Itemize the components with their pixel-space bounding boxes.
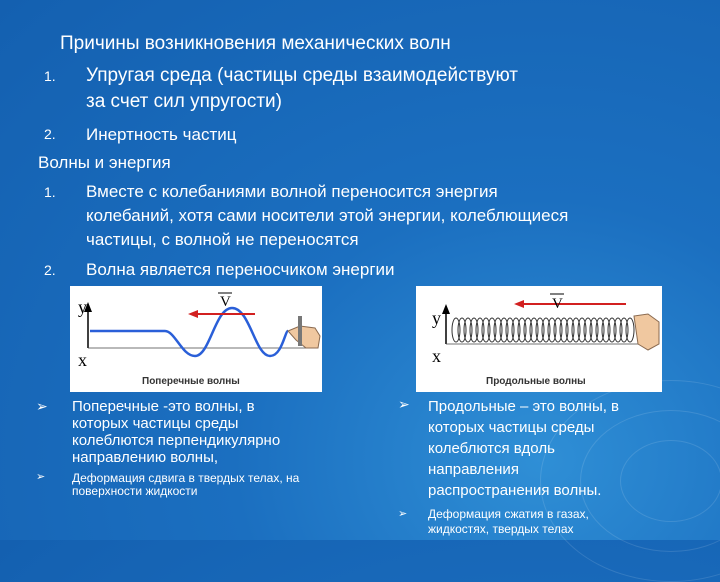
velocity-label: V — [220, 294, 231, 310]
bullet-text: Поперечные -это волны, в — [72, 398, 255, 415]
transverse-wave-figure — [70, 286, 322, 392]
velocity-label: V — [552, 296, 563, 312]
list-number: 2. — [44, 262, 56, 278]
energy-text: Вместе с колебаниями волной переносится энергия — [86, 182, 498, 201]
bullet-text: колеблются перпендикулярно — [72, 432, 281, 449]
list-number: 1. — [44, 68, 56, 84]
longitudinal-wave-figure — [416, 286, 662, 392]
figure-caption: Продольные волны — [486, 376, 586, 387]
x-axis-label: x — [432, 346, 441, 366]
bullet-text: поверхности жидкости — [72, 484, 198, 498]
slide-title: Причины возникновения механических волн — [60, 33, 451, 54]
bullet-text: Деформация сдвига в твердых телах, на — [72, 471, 300, 485]
bullet-text: которых частицы среды — [428, 419, 595, 436]
section-heading: Волны и энергия — [38, 153, 171, 172]
bullet-text: Продольные – это волны, в — [428, 398, 620, 415]
hand-icon — [634, 314, 659, 350]
cause-text: Упругая среда (частицы среды взаимодействуют — [86, 65, 518, 86]
y-axis-label: y — [432, 308, 441, 328]
arrow-bullet-icon: ➢ — [398, 396, 410, 412]
bullet-text: направлению волны, — [72, 449, 219, 466]
wave-curve — [90, 308, 288, 356]
bullet-text: жидкостях, твердых телах — [428, 522, 574, 536]
bullet-text: Деформация сжатия в газах, — [428, 507, 589, 521]
hand-icon — [288, 326, 320, 348]
energy-text: Волна является переносчиком энергии — [86, 260, 395, 279]
x-axis-label: x — [78, 350, 87, 370]
figure-caption: Поперечные волны — [142, 376, 240, 387]
cause-text: за счет сил упругости) — [86, 91, 283, 112]
spring-coil — [452, 318, 634, 342]
arrow-bullet-icon: ➢ — [36, 471, 46, 483]
bullet-text: направления — [428, 461, 519, 478]
energy-text: частицы, с волной не переносятся — [86, 230, 359, 249]
list-number: 2. — [44, 126, 56, 142]
bullet-text: колеблются вдоль — [428, 440, 555, 457]
cause-text: Инертность частиц — [86, 125, 237, 144]
list-number: 1. — [44, 184, 56, 200]
y-axis-label: y — [78, 297, 87, 317]
arrow-bullet-icon: ➢ — [398, 508, 408, 520]
arrow-bullet-icon: ➢ — [36, 398, 48, 414]
bullet-text: распространения волны. — [428, 482, 602, 499]
bullet-text: которых частицы среды — [72, 415, 239, 432]
energy-text: колебаний, хотя сами носители этой энергии, колеблющиеся — [86, 206, 569, 225]
ripple-decoration — [620, 440, 720, 522]
